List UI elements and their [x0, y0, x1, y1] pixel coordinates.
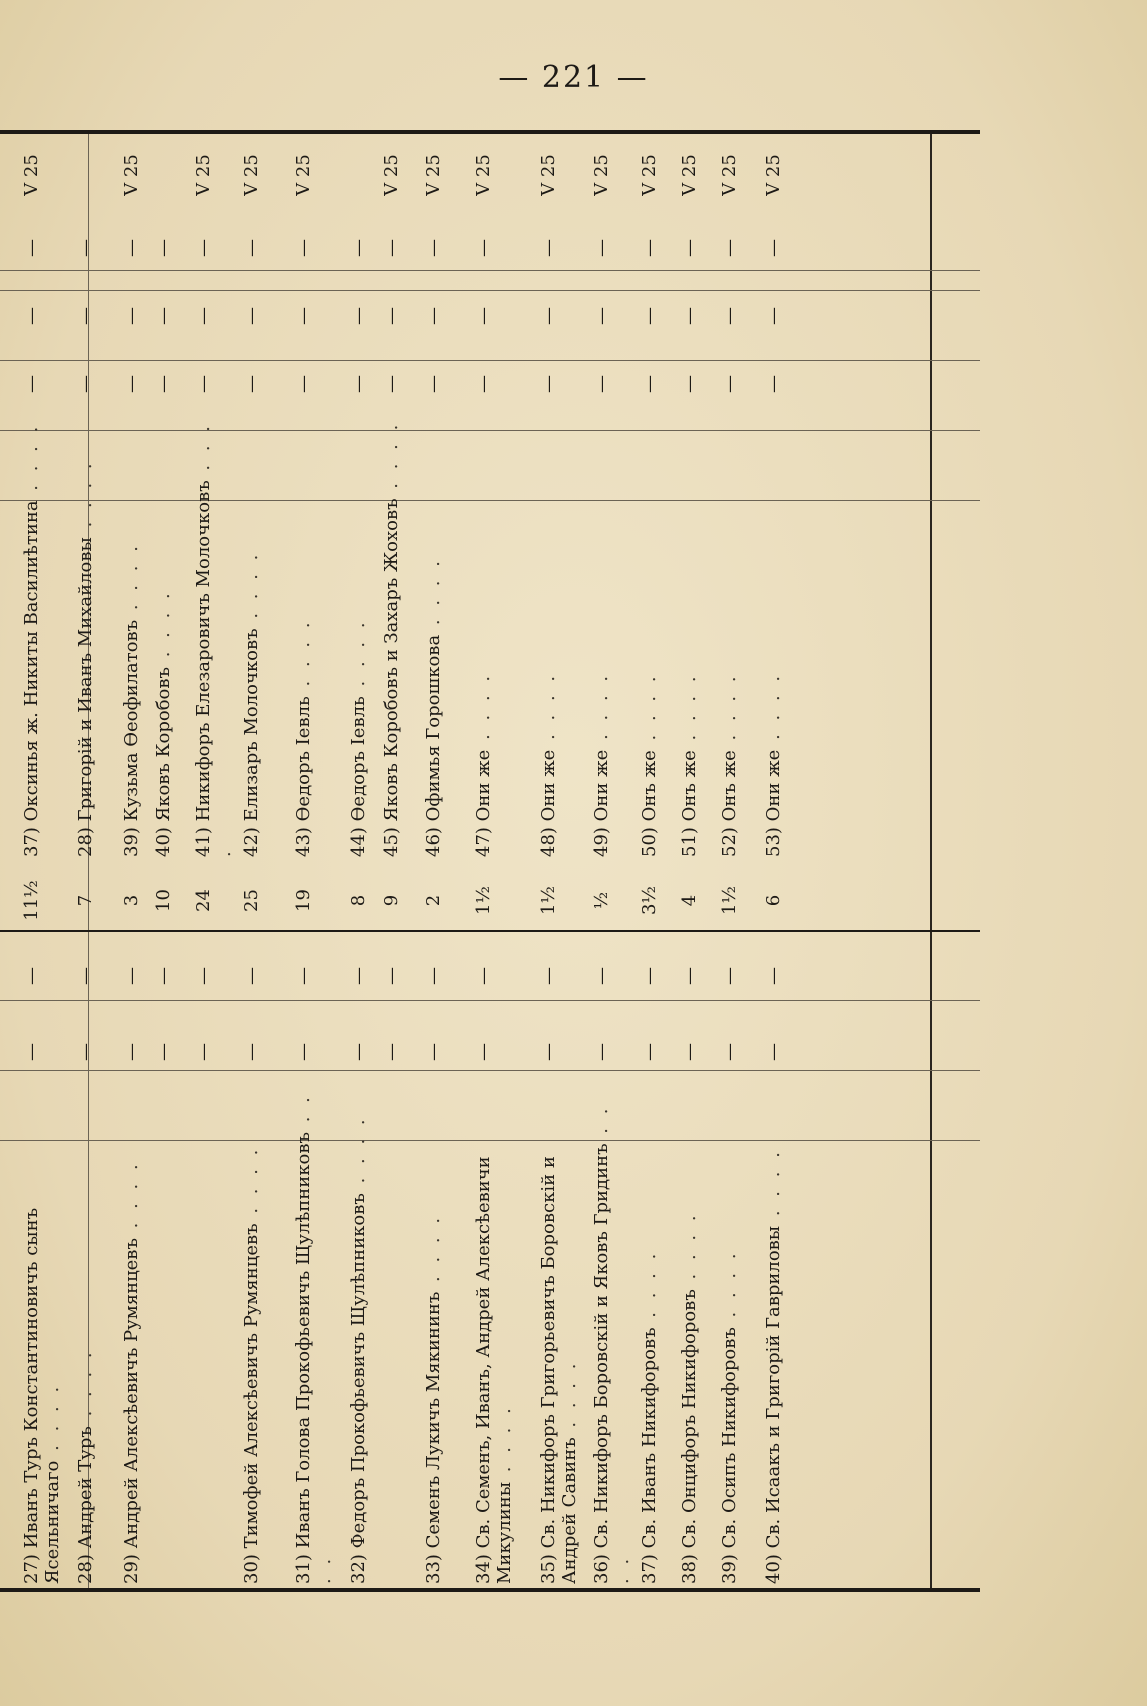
dash-cell: —: [381, 239, 402, 257]
entry-number: 47): [473, 821, 494, 857]
dot-leader: . . . .: [75, 1348, 96, 1427]
entry-name: [639, 1090, 660, 1590]
dash-cell: —: [763, 967, 784, 985]
table-row: [639, 134, 660, 863]
dot-leader: . . . .: [423, 557, 444, 635]
entry-number: 29): [121, 1548, 142, 1584]
count-cell: 19: [293, 889, 314, 912]
dash-cell: —: [473, 1043, 494, 1061]
entry-number: 37): [639, 1548, 660, 1584]
entry-text: Св. Иванъ Никифоровъ: [639, 1327, 660, 1549]
dash-cell: —: [381, 1043, 402, 1061]
dash-cell: —: [719, 1043, 740, 1061]
dot-leader: . . . .: [763, 671, 784, 750]
entry-name: [679, 418, 700, 863]
mark-cell: V 25: [241, 154, 262, 196]
table-row: [381, 863, 402, 1590]
table-row: [193, 863, 214, 1590]
entry-text: Кузьма Ѳеофилатовъ: [121, 619, 142, 822]
entry-name: [591, 1090, 633, 1590]
dot-leader: . . . .: [591, 671, 612, 750]
entry-name: [153, 418, 174, 863]
entry-number: 44): [348, 821, 369, 857]
dash-cell: —: [423, 239, 444, 257]
dash-cell: —: [591, 967, 612, 985]
entry-number: 30): [241, 1548, 262, 1584]
count-cell: 7: [75, 894, 96, 907]
dot-leader: . . . .: [293, 1093, 335, 1584]
table-row: [679, 134, 700, 863]
entry-text: Семенъ Лукичъ Мякининъ: [423, 1291, 444, 1549]
mark-cell: V 25: [21, 154, 42, 196]
dot-leader: . . . .: [679, 672, 700, 751]
dash-cell: —: [538, 239, 559, 257]
dash-cell: —: [121, 1043, 142, 1061]
entry-number: 49): [591, 821, 612, 857]
dash-cell: —: [381, 307, 402, 325]
dash-cell: —: [293, 967, 314, 985]
dot-leader: . . . .: [381, 420, 402, 499]
entry-number: 37): [21, 821, 42, 857]
table-row: [348, 863, 369, 1590]
dash-cell: —: [153, 1043, 174, 1061]
entry-name: [75, 418, 96, 863]
dash-cell: —: [193, 375, 214, 393]
dash-cell: —: [153, 375, 174, 393]
entry-number: 39): [121, 821, 142, 857]
entry-text: Федоръ Прокофьевичъ Щулѣпниковъ: [348, 1193, 369, 1549]
entry-name: [241, 418, 262, 863]
table-row: [293, 134, 314, 863]
dash-cell: —: [21, 307, 42, 325]
table-row: [591, 134, 612, 863]
entry-name: [121, 1090, 142, 1590]
table-row: [763, 863, 784, 1590]
dash-cell: —: [639, 967, 660, 985]
entry-text: Онъ же: [639, 750, 660, 822]
dash-cell: —: [193, 1043, 214, 1061]
entry-text: Они же: [473, 749, 494, 822]
table-row: [538, 134, 559, 863]
entry-text: Андрей Алексѣевичъ Румянцевъ: [121, 1238, 142, 1549]
dash-cell: —: [423, 967, 444, 985]
entry-number: 51): [679, 821, 700, 857]
dash-cell: —: [591, 239, 612, 257]
entry-name: [423, 1090, 444, 1590]
dash-cell: —: [293, 307, 314, 325]
table-row: [763, 134, 784, 863]
entry-number: 43): [293, 821, 314, 857]
dot-leader: . . . .: [639, 672, 660, 751]
entry-number: 40): [153, 821, 174, 857]
entry-number: 27): [21, 1548, 42, 1584]
entry-number: 38): [679, 1548, 700, 1584]
table-row: [75, 134, 96, 863]
dash-cell: —: [473, 307, 494, 325]
table-row: [538, 863, 580, 1590]
entry-name: [763, 418, 784, 863]
entry-text: Онъ же: [719, 750, 740, 822]
dash-cell: —: [75, 967, 96, 985]
table-row: [121, 134, 142, 863]
entry-name: [591, 418, 612, 863]
entry-name: [719, 418, 740, 863]
entry-name: [75, 1090, 96, 1590]
table-row: [423, 134, 444, 863]
entry-number: 40): [763, 1548, 784, 1584]
entry-text: Ѳедоръ Іевль: [293, 696, 314, 822]
dot-leader: . . . .: [241, 550, 262, 629]
table-row: [153, 863, 174, 1590]
dash-cell: —: [679, 375, 700, 393]
dash-cell: —: [241, 375, 262, 393]
dash-cell: —: [293, 375, 314, 393]
count-cell: 6: [763, 894, 784, 907]
dash-cell: —: [75, 375, 96, 393]
dot-leader: . . . .: [193, 421, 235, 857]
dash-cell: —: [193, 307, 214, 325]
dash-cell: —: [121, 375, 142, 393]
entry-number: 48): [538, 821, 559, 857]
entry-number: 31): [293, 1548, 314, 1584]
entry-text: Офимья Горошкова: [423, 634, 444, 822]
dash-cell: —: [538, 307, 559, 325]
dot-leader: . . . .: [423, 1213, 444, 1292]
count-cell: 3: [121, 894, 142, 907]
dot-leader: . . . .: [121, 542, 142, 620]
dot-leader: . . . .: [719, 1249, 740, 1328]
dot-leader: . . . .: [559, 1359, 580, 1438]
dash-cell: —: [763, 239, 784, 257]
dash-cell: —: [679, 1043, 700, 1061]
dash-cell: —: [21, 239, 42, 257]
mark-cell: V 25: [193, 154, 214, 196]
page-number: — 221 —: [498, 60, 649, 95]
mark-cell: V 25: [679, 154, 700, 196]
entry-text: Иванъ Голова Прокофьевичъ Щулѣпниковъ: [293, 1132, 314, 1549]
count-cell: 10: [153, 889, 174, 912]
dash-cell: —: [121, 307, 142, 325]
dash-cell: —: [193, 239, 214, 257]
count-cell: 1½: [719, 886, 740, 915]
entry-text: Они же: [538, 749, 559, 822]
dash-cell: —: [21, 967, 42, 985]
entry-text: Тимофей Алексѣевичъ Румянцевъ: [241, 1223, 262, 1549]
dot-leader: . . . .: [639, 1249, 660, 1328]
table-row: [21, 863, 63, 1590]
dot-leader: . . . .: [75, 459, 96, 538]
entry-number: 46): [423, 821, 444, 857]
table-row: [75, 863, 96, 1590]
entry-name: [381, 418, 402, 863]
dash-cell: —: [473, 239, 494, 257]
dash-cell: —: [591, 375, 612, 393]
count-cell: 1½: [538, 886, 559, 915]
dash-cell: —: [423, 307, 444, 325]
entry-name: [639, 418, 660, 863]
entry-name: [21, 1090, 63, 1590]
dash-cell: —: [153, 967, 174, 985]
entry-text: Они же: [591, 749, 612, 822]
entry-name: [241, 1090, 262, 1590]
dash-cell: —: [423, 375, 444, 393]
dash-cell: —: [473, 375, 494, 393]
entry-text: Яковъ Коробовъ: [153, 667, 174, 822]
dash-cell: —: [241, 239, 262, 257]
entry-text: Иванъ Туръ Константиновичъ сынъ Ясельничаго: [21, 1207, 63, 1584]
dot-leader: . . . .: [538, 671, 559, 750]
dot-leader: . . . .: [494, 1404, 515, 1482]
count-cell: ½: [591, 891, 612, 910]
dash-cell: —: [538, 375, 559, 393]
entry-name: [538, 418, 559, 863]
entry-name: [679, 1090, 700, 1590]
entry-text: Андрей Туръ: [75, 1426, 96, 1549]
entry-name: [473, 1090, 515, 1590]
entry-number: 32): [348, 1548, 369, 1584]
table-row: [473, 863, 515, 1590]
table-row: [241, 863, 262, 1590]
dot-leader: . . . .: [473, 671, 494, 750]
entry-number: 41): [193, 821, 214, 857]
table-row: [679, 863, 700, 1590]
dash-cell: —: [381, 967, 402, 985]
table-row: [381, 134, 402, 863]
dash-cell: —: [538, 967, 559, 985]
dash-cell: —: [241, 307, 262, 325]
dash-cell: —: [121, 239, 142, 257]
dash-cell: —: [719, 307, 740, 325]
dash-cell: —: [241, 967, 262, 985]
dash-cell: —: [719, 967, 740, 985]
dash-cell: —: [763, 1043, 784, 1061]
entry-name: [348, 1090, 369, 1590]
mark-cell: V 25: [538, 154, 559, 196]
dash-cell: —: [639, 375, 660, 393]
dash-cell: —: [348, 1043, 369, 1061]
count-cell: 25: [241, 889, 262, 912]
count-cell: 2: [423, 894, 444, 907]
table-row: [153, 134, 174, 863]
entry-text: Елизаръ Молочковъ: [241, 628, 262, 822]
mark-cell: V 25: [381, 154, 402, 196]
dot-leader: . . . .: [153, 589, 174, 668]
entry-text: Никифоръ Елезаровичъ Молочковъ: [193, 480, 214, 822]
entry-number: 28): [75, 1548, 96, 1584]
table-row: [121, 863, 142, 1590]
dash-cell: —: [348, 307, 369, 325]
dash-cell: —: [763, 307, 784, 325]
dash-cell: —: [719, 375, 740, 393]
entry-name: [538, 1090, 580, 1590]
count-cell: 4: [679, 894, 700, 907]
mark-cell: V 25: [423, 154, 444, 196]
dash-cell: —: [153, 307, 174, 325]
dot-leader: . . . .: [21, 422, 42, 501]
entry-text: Св. Исаакъ и Григорій Гавриловы: [763, 1225, 784, 1549]
entry-text: Св. Семенъ, Иванъ, Андрей Алексѣевичи Микулины: [473, 1156, 515, 1584]
dash-cell: —: [21, 1043, 42, 1061]
entry-number: 45): [381, 821, 402, 857]
dash-cell: —: [153, 239, 174, 257]
dot-leader: . . . .: [348, 1115, 369, 1194]
dot-leader: . . . .: [348, 618, 369, 697]
entry-text: Яковъ Коробовъ и Захаръ Жоховъ: [381, 498, 402, 822]
table-row: [293, 863, 335, 1590]
entry-name: [193, 418, 235, 863]
dash-cell: —: [348, 375, 369, 393]
dash-cell: —: [591, 1043, 612, 1061]
table-row: [719, 863, 740, 1590]
mark-cell: V 25: [763, 154, 784, 196]
entry-name: [293, 1090, 335, 1590]
entry-number: 34): [473, 1548, 494, 1584]
mark-cell: V 25: [121, 154, 142, 196]
entry-text: Онъ же: [679, 750, 700, 822]
dash-cell: —: [21, 375, 42, 393]
table-row: [639, 863, 660, 1590]
dash-cell: —: [639, 307, 660, 325]
dash-cell: —: [538, 1043, 559, 1061]
dash-cell: —: [241, 1043, 262, 1061]
dot-leader: . . . .: [241, 1145, 262, 1224]
dash-cell: —: [121, 967, 142, 985]
entry-name: [21, 418, 42, 863]
dot-leader: . . . .: [679, 1211, 700, 1290]
entry-number: 28): [75, 821, 96, 857]
count-cell: 3½: [639, 886, 660, 915]
entry-number: 35): [538, 1548, 559, 1584]
entry-name: [423, 418, 444, 863]
dash-cell: —: [763, 375, 784, 393]
dash-cell: —: [75, 239, 96, 257]
dash-cell: —: [348, 967, 369, 985]
entry-text: Св. Онцифоръ Никифоровъ: [679, 1289, 700, 1549]
entry-number: 53): [763, 821, 784, 857]
entry-number: 50): [639, 821, 660, 857]
entry-name: [121, 418, 142, 863]
dash-cell: —: [639, 1043, 660, 1061]
table-row: [719, 134, 740, 863]
table-row: [193, 134, 235, 863]
entry-name: [473, 418, 494, 863]
count-cell: 11½: [21, 880, 42, 921]
table-row: [591, 863, 633, 1590]
count-cell: 24: [193, 889, 214, 912]
entry-text: Они же: [763, 749, 784, 822]
dash-cell: —: [348, 239, 369, 257]
entry-text: Св. Никифоръ Боровскій и Яковъ Гридинъ: [591, 1143, 612, 1549]
entry-text: Св. Осипъ Никифоровъ: [719, 1327, 740, 1549]
count-cell: 9: [381, 894, 402, 907]
dash-cell: —: [193, 967, 214, 985]
entry-text: Григорій и Иванъ Михайловы: [75, 537, 96, 822]
dash-cell: —: [75, 1043, 96, 1061]
entry-text: Св. Никифоръ Григорьевичъ Боровскій и Андрей Савинъ: [538, 1156, 580, 1584]
mark-cell: V 25: [473, 154, 494, 196]
entry-text: Ѳедоръ Іевль: [348, 696, 369, 822]
count-cell: 8: [348, 894, 369, 907]
count-cell: 1½: [473, 886, 494, 915]
entry-number: 33): [423, 1548, 444, 1584]
dash-cell: —: [293, 1043, 314, 1061]
table-row: [21, 134, 42, 863]
mark-cell: V 25: [639, 154, 660, 196]
dash-cell: —: [473, 967, 494, 985]
dash-cell: —: [679, 239, 700, 257]
entry-name: [293, 418, 314, 863]
rotated-table: [3, 134, 978, 1590]
dot-leader: . . . .: [591, 1104, 633, 1584]
dot-leader: . . . .: [121, 1160, 142, 1239]
table-row: [241, 134, 262, 863]
table-row: [348, 134, 369, 863]
entry-name: [348, 418, 369, 863]
mark-cell: V 25: [591, 154, 612, 196]
dot-leader: . . . .: [763, 1148, 784, 1226]
mark-cell: V 25: [719, 154, 740, 196]
mark-cell: V 25: [293, 154, 314, 196]
dash-cell: —: [293, 239, 314, 257]
entry-name: [763, 1090, 784, 1590]
dash-cell: —: [719, 239, 740, 257]
dash-cell: —: [591, 307, 612, 325]
entry-text: Оксинья ж. Никиты Василиѣтина: [21, 500, 42, 822]
entry-number: 39): [719, 1548, 740, 1584]
dash-cell: —: [75, 307, 96, 325]
dash-cell: —: [679, 967, 700, 985]
entry-number: 36): [591, 1548, 612, 1584]
dot-leader: . . . .: [719, 672, 740, 751]
table-row: [473, 134, 494, 863]
dash-cell: —: [381, 375, 402, 393]
dash-cell: —: [639, 239, 660, 257]
dot-leader: . . . .: [293, 618, 314, 697]
dot-leader: . . . .: [42, 1382, 63, 1461]
table-row: [423, 863, 444, 1590]
entry-number: 52): [719, 821, 740, 857]
entry-number: 42): [241, 821, 262, 857]
dash-cell: —: [423, 1043, 444, 1061]
entry-name: [719, 1090, 740, 1590]
dash-cell: —: [679, 307, 700, 325]
